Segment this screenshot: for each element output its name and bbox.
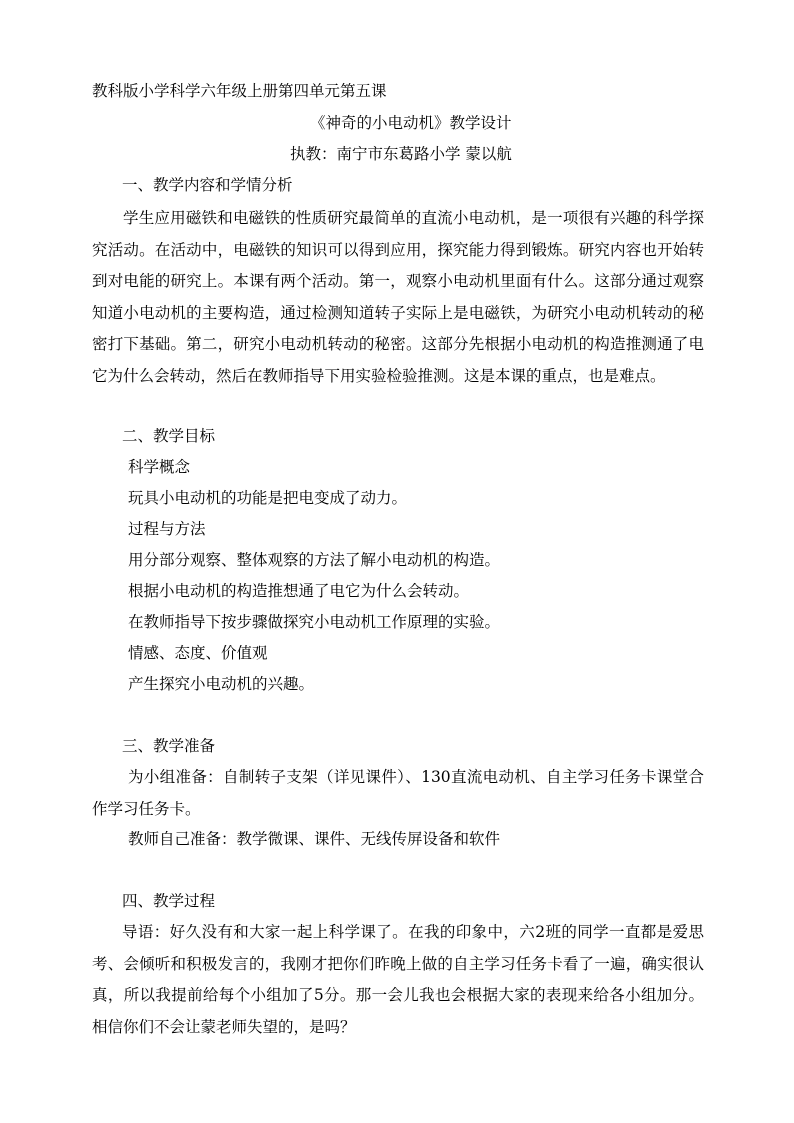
course-line: 教科版小学科学六年级上册第四单元第五课 bbox=[92, 82, 387, 100]
objective-item: 情感、态度、价值观 bbox=[128, 644, 268, 662]
teacher-line: 执教：南宁市东葛路小学 蒙以航 bbox=[290, 145, 512, 163]
objective-item: 科学概念 bbox=[128, 458, 191, 476]
objective-item: 用分部分观察、整体观察的方法了解小电动机的构造。 bbox=[128, 551, 501, 569]
objective-item: 产生探究小电动机的兴趣。 bbox=[128, 675, 315, 693]
section-3-heading: 三、教学准备 bbox=[122, 737, 216, 755]
section-1-heading: 一、教学内容和学情分析 bbox=[122, 176, 293, 194]
document-title: 《神奇的小电动机》教学设计 bbox=[310, 114, 512, 132]
objective-item: 根据小电动机的构造推想通了电它为什么会转动。 bbox=[128, 582, 470, 600]
section-4-paragraph: 导语：好久没有和大家一起上科学课了。在我的印象中，六2班的同学一直都是爱思考、会倾听和积极发言的，我刚才把你们昨晚上做的自主学习任务卡看了一遍，确实很认真，所以我提前给每个小组加了5分。那一会儿我也会根据大家的表现来给各小组加分。相信你们不会让蒙老师失望的，是吗？ bbox=[92, 923, 704, 1036]
objective-item: 在教师指导下按步骤做探究小电动机工作原理的实验。 bbox=[128, 613, 501, 631]
section-1-paragraph: 学生应用磁铁和电磁铁的性质研究最简单的直流小电动机，是一项很有兴趣的科学探究活动。在活动中，电磁铁的知识可以得到应用，探究能力得到锻炼。研究内容也开始转到对电能的研究上。本课有两个活动。第一，观察小电动机里面有什么。这部分通过观察知道小电动机的主要构造，通过检测知道转子实际上是电磁铁，为研究小电动机转动的秘密打下基础。第二，研究小电动机转动的秘密。这部分先根据小电动机的构造推测通了电它为什么会转动，然后在教师指导下用实验检验推测。这是本课的重点，也是难点。 bbox=[92, 209, 704, 385]
objective-item: 过程与方法 bbox=[128, 520, 206, 538]
section-3-paragraph-1: 为小组准备：自制转子支架（详见课件）、130直流电动机、自主学习任务卡课堂合作学习任务卡。 bbox=[92, 768, 704, 818]
objective-item: 玩具小电动机的功能是把电变成了动力。 bbox=[128, 489, 408, 507]
section-2-heading: 二、教学目标 bbox=[122, 427, 216, 445]
section-3-paragraph-2: 教师自己准备：教学微课、课件、无线传屏设备和软件 bbox=[128, 830, 501, 848]
section-4-heading: 四、教学过程 bbox=[122, 892, 216, 910]
